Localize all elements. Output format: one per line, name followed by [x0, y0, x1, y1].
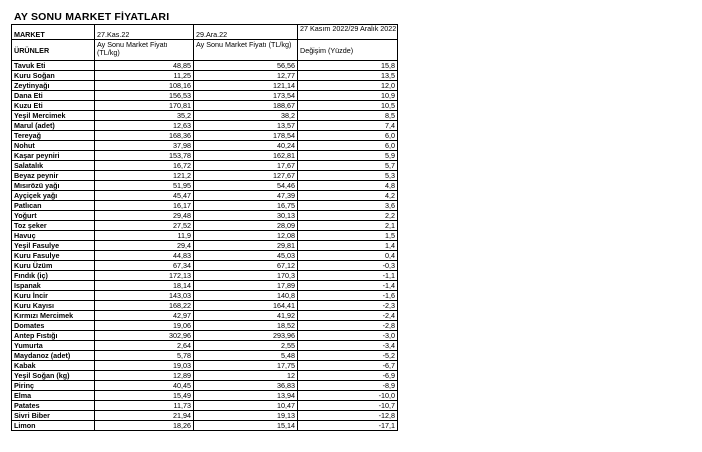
table-row [12, 291, 398, 301]
change-percent: -6,9 [298, 371, 398, 381]
change-percent: -1,1 [298, 271, 398, 281]
product-name: Maydanoz (adet) [12, 351, 95, 361]
product-name: Tavuk Eti [12, 61, 95, 71]
table-row [12, 241, 398, 251]
product-name: Kuru Üzüm [12, 261, 95, 271]
date1-header: 27.Kas.22 [95, 25, 194, 40]
price1-header: Ay Sonu Market Fiyatı (TL/kg) [95, 40, 194, 61]
price-dec: 121,14 [194, 81, 298, 91]
price-nov: 11,25 [95, 71, 194, 81]
product-name: Fındık (iç) [12, 271, 95, 281]
product-name: Yumurta [12, 341, 95, 351]
price-dec: 40,24 [194, 141, 298, 151]
product-name: Domates [12, 321, 95, 331]
product-name: Yeşil Soğan (kg) [12, 371, 95, 381]
price-dec: 16,75 [194, 201, 298, 211]
change-percent: -2,8 [298, 321, 398, 331]
period-header: 27 Kasım 2022/29 Aralık 2022 [298, 25, 398, 40]
table-row [12, 331, 398, 341]
table-row [12, 341, 398, 351]
change-percent: -8,9 [298, 381, 398, 391]
price-nov: 18,26 [95, 421, 194, 431]
price-dec: 67,12 [194, 261, 298, 271]
table-row [12, 151, 398, 161]
price-dec: 127,67 [194, 171, 298, 181]
price-nov: 18,14 [95, 281, 194, 291]
product-name: Sivri Biber [12, 411, 95, 421]
price-nov: 48,85 [95, 61, 194, 71]
price-dec: 178,54 [194, 131, 298, 141]
change-percent: 1,4 [298, 241, 398, 251]
price-dec: 12,08 [194, 231, 298, 241]
price-dec: 5,48 [194, 351, 298, 361]
product-name: Yoğurt [12, 211, 95, 221]
product-name: Kuru Kayısı [12, 301, 95, 311]
change-percent: 6,0 [298, 141, 398, 151]
product-name: Patlıcan [12, 201, 95, 211]
price-nov: 172,13 [95, 271, 194, 281]
price-nov: 45,47 [95, 191, 194, 201]
page-title: AY SONU MARKET FİYATLARI [14, 11, 170, 23]
price-dec: 28,09 [194, 221, 298, 231]
change-percent: -1,6 [298, 291, 398, 301]
price-dec: 164,41 [194, 301, 298, 311]
table-row [12, 321, 398, 331]
product-name: Mısırözü yağı [12, 181, 95, 191]
change-percent: 2,1 [298, 221, 398, 231]
price-dec: 140,8 [194, 291, 298, 301]
table-row [12, 111, 398, 121]
table-row [12, 61, 398, 71]
price-nov: 153,78 [95, 151, 194, 161]
change-percent: 4,2 [298, 191, 398, 201]
table-row [12, 381, 398, 391]
change-percent: 12,0 [298, 81, 398, 91]
table-row [12, 401, 398, 411]
price-dec: 30,13 [194, 211, 298, 221]
price-nov: 302,96 [95, 331, 194, 341]
change-percent: 3,6 [298, 201, 398, 211]
table-row [12, 121, 398, 131]
price-nov: 67,34 [95, 261, 194, 271]
price-nov: 15,49 [95, 391, 194, 401]
table-row [12, 361, 398, 371]
price-dec: 12,77 [194, 71, 298, 81]
change-percent: 0,4 [298, 251, 398, 261]
price-dec: 188,67 [194, 101, 298, 111]
product-name: Beyaz peynir [12, 171, 95, 181]
header-row-1 [12, 25, 398, 40]
price-nov: 19,03 [95, 361, 194, 371]
price-nov: 121,2 [95, 171, 194, 181]
product-name: Kuru Soğan [12, 71, 95, 81]
product-name: Havuç [12, 231, 95, 241]
table-row [12, 411, 398, 421]
price-dec: 17,67 [194, 161, 298, 171]
price-dec: 17,75 [194, 361, 298, 371]
product-name: Toz şeker [12, 221, 95, 231]
price-nov: 35,2 [95, 111, 194, 121]
change-header: Değişim (Yüzde) [298, 40, 398, 61]
product-name: Kırmızı Mercimek [12, 311, 95, 321]
table-row [12, 311, 398, 321]
product-name: Dana Eti [12, 91, 95, 101]
table-row [12, 131, 398, 141]
table-row [12, 71, 398, 81]
table-row [12, 231, 398, 241]
price-nov: 168,36 [95, 131, 194, 141]
price-nov: 19,06 [95, 321, 194, 331]
product-name: Kuru Fasulye [12, 251, 95, 261]
price-dec: 13,57 [194, 121, 298, 131]
change-percent: -6,7 [298, 361, 398, 371]
product-name: Limon [12, 421, 95, 431]
price-nov: 29,4 [95, 241, 194, 251]
price-nov: 51,95 [95, 181, 194, 191]
price-dec: 12 [194, 371, 298, 381]
product-name: Salatalık [12, 161, 95, 171]
price-nov: 156,53 [95, 91, 194, 101]
price-dec: 13,94 [194, 391, 298, 401]
product-name: Yeşil Fasulye [12, 241, 95, 251]
price-nov: 29,48 [95, 211, 194, 221]
table-row [12, 391, 398, 401]
change-percent: -2,4 [298, 311, 398, 321]
price-nov: 11,73 [95, 401, 194, 411]
table-row [12, 351, 398, 361]
price-nov: 16,17 [95, 201, 194, 211]
table-row [12, 261, 398, 271]
table-row [12, 191, 398, 201]
price2-header: Ay Sonu Market Fiyatı (TL/kg) [194, 40, 298, 61]
header-row-2 [12, 40, 398, 61]
table-row [12, 101, 398, 111]
change-percent: 5,9 [298, 151, 398, 161]
price-nov: 143,03 [95, 291, 194, 301]
change-percent: -10,0 [298, 391, 398, 401]
change-percent: -10,7 [298, 401, 398, 411]
date2-header: 29.Ara.22 [194, 25, 298, 40]
price-nov: 11,9 [95, 231, 194, 241]
product-name: Zeytinyağı [12, 81, 95, 91]
change-percent: -5,2 [298, 351, 398, 361]
change-percent: -1,4 [298, 281, 398, 291]
change-percent: -0,3 [298, 261, 398, 271]
price-dec: 173,54 [194, 91, 298, 101]
product-name: Marul (adet) [12, 121, 95, 131]
price-dec: 15,14 [194, 421, 298, 431]
table-row [12, 81, 398, 91]
product-name: Nohut [12, 141, 95, 151]
table-row [12, 281, 398, 291]
price-dec: 29,81 [194, 241, 298, 251]
product-name: Tereyağ [12, 131, 95, 141]
change-percent: -2,3 [298, 301, 398, 311]
table-row [12, 421, 398, 431]
product-name: Patates [12, 401, 95, 411]
product-name: Ispanak [12, 281, 95, 291]
table-row [12, 271, 398, 281]
price-dec: 56,56 [194, 61, 298, 71]
table-row [12, 251, 398, 261]
price-nov: 108,16 [95, 81, 194, 91]
table-row [12, 221, 398, 231]
change-percent: 8,5 [298, 111, 398, 121]
price-dec: 10,47 [194, 401, 298, 411]
change-percent: 1,5 [298, 231, 398, 241]
price-nov: 37,98 [95, 141, 194, 151]
price-dec: 19,13 [194, 411, 298, 421]
product-name: Ayçiçek yağı [12, 191, 95, 201]
table-row [12, 91, 398, 101]
price-nov: 44,83 [95, 251, 194, 261]
price-dec: 2,55 [194, 341, 298, 351]
product-name: Kabak [12, 361, 95, 371]
table-row [12, 141, 398, 151]
price-dec: 162,81 [194, 151, 298, 161]
change-percent: 7,4 [298, 121, 398, 131]
price-dec: 170,3 [194, 271, 298, 281]
price-dec: 47,39 [194, 191, 298, 201]
price-nov: 42,97 [95, 311, 194, 321]
price-nov: 12,63 [95, 121, 194, 131]
price-dec: 45,03 [194, 251, 298, 261]
product-name: Elma [12, 391, 95, 401]
price-nov: 40,45 [95, 381, 194, 391]
table-row [12, 371, 398, 381]
price-dec: 36,83 [194, 381, 298, 391]
change-percent: 15,8 [298, 61, 398, 71]
price-nov: 170,81 [95, 101, 194, 111]
price-nov: 16,72 [95, 161, 194, 171]
change-percent: 5,3 [298, 171, 398, 181]
price-nov: 27,52 [95, 221, 194, 231]
change-percent: 10,9 [298, 91, 398, 101]
table-row [12, 161, 398, 171]
price-dec: 54,46 [194, 181, 298, 191]
product-name: Kaşar peyniri [12, 151, 95, 161]
change-percent: 2,2 [298, 211, 398, 221]
change-percent: 5,7 [298, 161, 398, 171]
product-name: Pirinç [12, 381, 95, 391]
table-row [12, 171, 398, 181]
price-nov: 168,22 [95, 301, 194, 311]
product-name: Antep Fıstığı [12, 331, 95, 341]
price-nov: 12,89 [95, 371, 194, 381]
product-name: Yeşil Mercimek [12, 111, 95, 121]
market-header: MARKET [12, 25, 95, 40]
change-percent: 4,8 [298, 181, 398, 191]
price-nov: 5,78 [95, 351, 194, 361]
change-percent: 13,5 [298, 71, 398, 81]
price-dec: 41,92 [194, 311, 298, 321]
change-percent: 6,0 [298, 131, 398, 141]
table-row [12, 301, 398, 311]
price-dec: 17,89 [194, 281, 298, 291]
urunler-header: ÜRÜNLER [12, 40, 95, 61]
price-nov: 2,64 [95, 341, 194, 351]
change-percent: -12,8 [298, 411, 398, 421]
table-row [12, 181, 398, 191]
price-dec: 293,96 [194, 331, 298, 341]
price-dec: 18,52 [194, 321, 298, 331]
change-percent: -3,0 [298, 331, 398, 341]
change-percent: -17,1 [298, 421, 398, 431]
price-table [11, 24, 398, 431]
table-row [12, 201, 398, 211]
change-percent: 10,5 [298, 101, 398, 111]
table-row [12, 211, 398, 221]
price-nov: 21,94 [95, 411, 194, 421]
product-name: Kuru İncir [12, 291, 95, 301]
change-percent: -3,4 [298, 341, 398, 351]
product-name: Kuzu Eti [12, 101, 95, 111]
price-dec: 38,2 [194, 111, 298, 121]
